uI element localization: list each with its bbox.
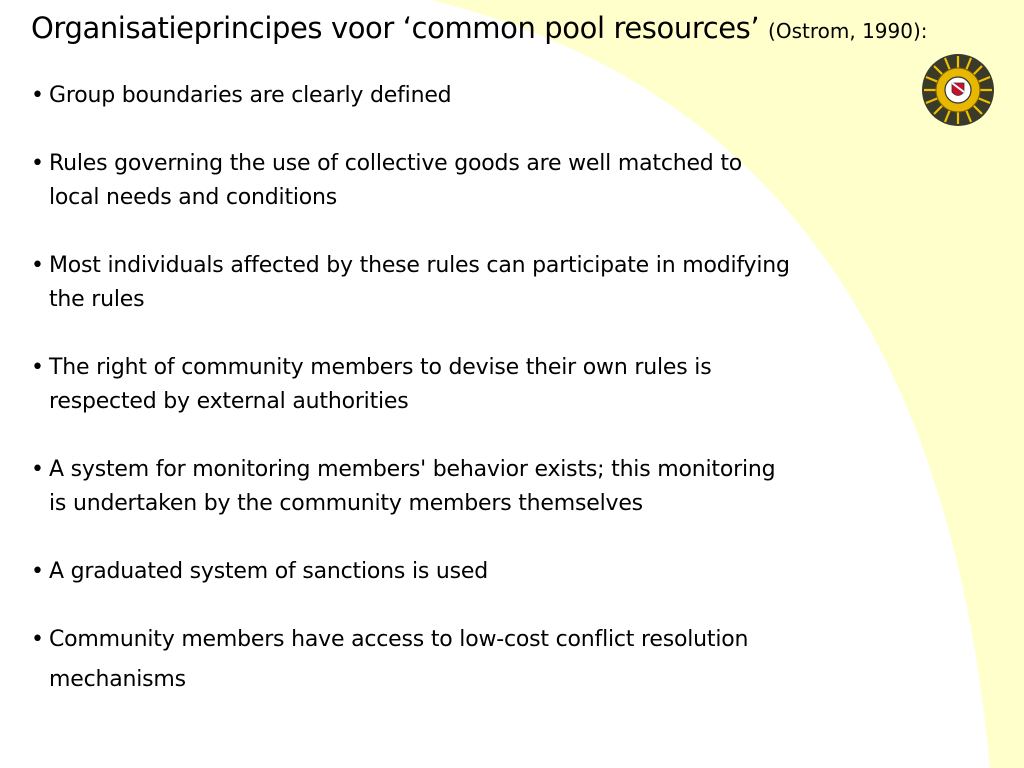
title-text: Organisatieprincipes voor ‘common pool resources’ — [31, 11, 760, 45]
bullet-line: • A system for monitoring members' behavior exists; this monitoring — [49, 457, 776, 482]
bullet-line: local needs and conditions — [49, 185, 338, 210]
list-item — [31, 623, 931, 697]
bullet-line: • Group boundaries are clearly defined — [49, 83, 452, 108]
bullet-line: the rules — [49, 287, 145, 312]
bullet-line: • The right of community members to devise their own rules is — [49, 355, 712, 380]
list-item — [31, 555, 931, 589]
bullet-line: is undertaken by the community members themselves — [49, 491, 643, 516]
bullet-line: • Most individuals affected by these rules can participate in modifying — [49, 253, 790, 278]
title-citation: (Ostrom, 1990): — [768, 19, 928, 43]
bullet-line: respected by external authorities — [49, 389, 409, 414]
list-item — [31, 249, 931, 317]
bullet-line: • A graduated system of sanctions is used — [49, 559, 489, 584]
list-item — [31, 351, 931, 419]
bullet-line: • Community members have access to low-cost conflict resolution — [49, 627, 749, 652]
bullet-list — [31, 79, 931, 731]
bullet-line: • Rules governing the use of collective goods are well matched to — [49, 151, 743, 176]
slide-title — [31, 9, 928, 50]
list-item — [31, 453, 931, 521]
list-item — [31, 79, 931, 113]
bullet-line: mechanisms — [49, 667, 186, 692]
university-seal-icon — [920, 52, 996, 128]
list-item — [31, 147, 931, 215]
